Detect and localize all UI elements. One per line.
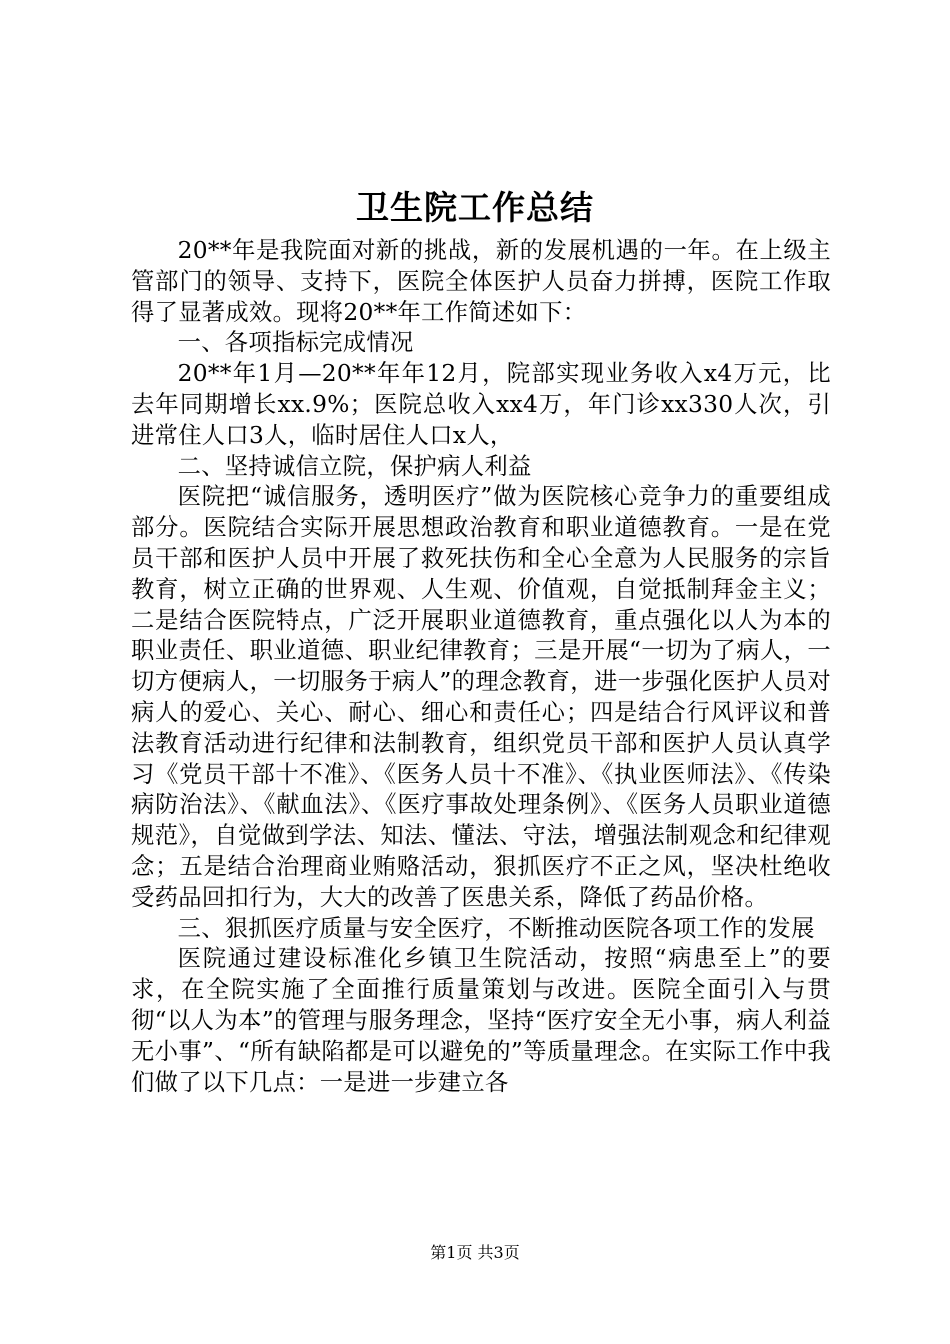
page-number-footer: 第1页 共3页 — [430, 1243, 520, 1262]
section-heading-1: 一、各项指标完成情况 — [177, 329, 414, 357]
paragraph-intro: 20**年是我院面对新的挑战，新的发展机遇的一年。在上级主管部门的领导、支持下，医院全体医护人员奋力拼搏，医院工作取得了显著成效。现将20**年工作简述如下： — [131, 237, 831, 326]
section-heading-2: 二、坚持诚信立院，保护病人利益 — [177, 452, 532, 480]
document-body — [131, 236, 831, 1098]
paragraph-quality: 医院通过建设标准化乡镇卫生院活动，按照“病患至上”的要求，在全院实施了全面推行质量策划与改进。医院全面引入与贯彻“以人为本”的管理与服务理念，坚持“医疗安全无小事，病人利益无小事”、“所有缺陷都是可以避免的”等质量理念。在实际工作中我们做了以下几点：一是进一步建立各 — [131, 945, 831, 1096]
section-heading-3: 三、狠抓医疗质量与安全医疗，不断推动医院各项工作的发展 — [177, 914, 815, 942]
document-title: 卫生院工作总结 — [356, 188, 594, 227]
paragraph-indicators: 20**年1月—20**年年12月，院部实现业务收入x4万元，比去年同期增长xx.9%；医院总收入xx4万，年门诊xx330人次，引进常住人口3人，临时居住人口x人， — [131, 360, 831, 449]
paragraph-integrity: 医院把“诚信服务，透明医疗”做为医院核心竞争力的重要组成部分。医院结合实际开展思想政治教育和职业道德教育。一是在党员干部和医护人员中开展了救死扶伤和全心全意为人民服务的宗旨教育，树立正确的世界观、人生观、价值观，自觉抵制拜金主义；二是结合医院特点，广泛开展职业道德教育，重点强化以人为本的职业责任、职业道德、职业纪律教育；三是开展“一切为了病人，一切方便病人，一切服务于病人”的理念教育，进一步强化医护人员对病人的爱心、关心、耐心、细心和责任心；四是结合行风评议和普法教育活动进行纪律和法制教育，组织党员干部和医护人员认真学习《党员干部十不准》、《医务人员十不准》、《执业医师法》、《传染病防治法》、《献血法》、《医疗事故处理条例》、《医务人员职业道德规范》，自觉做到学法、知法、懂法、守法，增强法制观念和纪律观念；五是结合治理商业贿赂活动，狠抓医疗不正之风，坚决杜绝收受药品回扣行为，大大的改善了医患关系，降低了药品价格。 — [131, 483, 831, 911]
